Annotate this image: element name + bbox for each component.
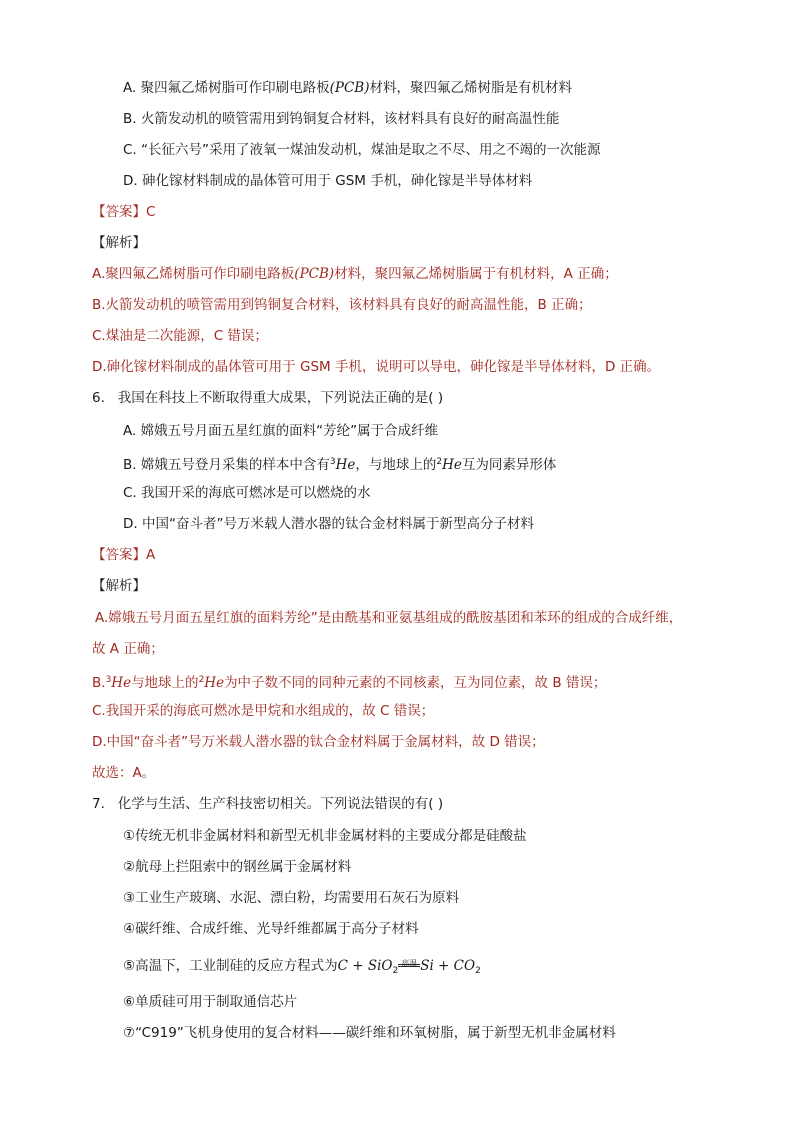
helium-symbol: He [204, 675, 225, 691]
q6-analysis-a2: 故 A 正确； [92, 641, 164, 657]
q7-item-6: ⑥单质硅可用于制取通信芯片 [123, 994, 298, 1010]
question-number: 6. [92, 390, 105, 406]
helium-symbol: He [111, 675, 132, 691]
analysis-b-mid: 与地球上的 [131, 675, 199, 691]
analysis-b: B.火箭发动机的喷管需用到钨铜复合材料，该材料具有良好的耐高温性能，B 正确； [92, 297, 592, 313]
answer-value: A [146, 547, 156, 563]
analysis-c: C.煤油是二次能源，C 错误； [92, 328, 268, 344]
question-number: 7. [92, 796, 105, 812]
helium-symbol: He [442, 457, 462, 473]
mass-number: 3 [329, 457, 336, 467]
answer-label: 【答案】 [92, 204, 146, 220]
q7-item-5-text: ⑤高温下，工业制硅的反应方程式为 [123, 958, 338, 974]
mass-number: 3 [105, 675, 112, 685]
option-a-text-end: 材料，聚四氟乙烯树脂是有机材料 [369, 80, 572, 96]
equation-reactants: C + SiO [337, 958, 393, 974]
q6-option-b-text: B. 嫦娥五号登月采集的样本中含有 [123, 457, 330, 473]
question-stem: 化学与生活、生产科技密切相关。下列说法错误的有( ) [117, 796, 444, 812]
analysis-a [92, 264, 618, 284]
equation-products: Si + CO [420, 958, 476, 974]
q7-item-7: ⑦“C919”飞机身使用的复合材料——碳纤维和环氧树脂，属于新型无机非金属材料 [123, 1025, 616, 1041]
q7-item-5 [123, 954, 481, 981]
question-stem: 我国在科技上不断取得重大成果，下列说法正确的是( ) [117, 390, 444, 406]
subscript: 2 [475, 966, 481, 976]
q6-option-b [123, 452, 556, 475]
analysis-a-text: A.聚四氟乙烯树脂可作印刷电路板 [92, 266, 295, 282]
reaction-condition: 高温 [398, 954, 420, 974]
mass-number: 2 [436, 457, 443, 467]
mass-number: 2 [198, 675, 205, 685]
analysis-label: 【解析】 [92, 235, 146, 251]
q6-option-c: C. 我国开采的海底可燃冰是可以燃烧的水 [123, 485, 371, 501]
answer-line [92, 202, 155, 222]
q7-item-3: ③工业生产玻璃、水泥、漂白粉，均需要用石灰石为原料 [123, 890, 460, 906]
q6-analysis-a1: A.嫦娥五号月面五星红旗的面料芳纶”是由酰基和亚氨基组成的酰胺基团和苯环的组成的合成纤维， [95, 610, 683, 626]
q7-item-4: ④碳纤维、合成纤维、光导纤维都属于高分子材料 [123, 921, 419, 937]
option-b: B. 火箭发动机的喷管需用到钨铜复合材料，该材料具有良好的耐高温性能 [123, 111, 560, 127]
answer-value: C [146, 204, 156, 220]
question-7-stem [92, 794, 443, 814]
option-d: D. 砷化镓材料制成的晶体管可用于 GSM 手机，砷化镓是半导体材料 [123, 173, 533, 189]
q6-analysis-d: D.中国“奋斗者”号万米载人潜水器的钛合金材料属于金属材料，故 D 错误； [92, 734, 545, 750]
answer-label: 【答案】 [92, 547, 146, 563]
q6-analysis-b [92, 670, 606, 693]
q6-option-d: D. 中国“奋斗者”号万米载人潜水器的钛合金材料属于新型高分子材料 [123, 516, 534, 532]
analysis-b-end: 为中子数不同的同种元素的不同核素，互为同位素，故 B 错误； [224, 675, 607, 691]
analysis-d: D.砷化镓材料制成的晶体管可用于 GSM 手机，说明可以导电，砷化镓是半导体材料，D 正确。 [92, 359, 661, 375]
pcb-formula: (PCB) [294, 266, 335, 282]
pcb-formula: (PCB) [329, 80, 370, 96]
q6-option-b-end: 互为同素异形体 [461, 457, 557, 473]
q7-item-1: ①传统无机非金属材料和新型无机非金属材料的主要成分都是硅酸盐 [123, 828, 527, 844]
option-a [123, 78, 572, 98]
q6-conclusion: 故选：A。 [92, 765, 156, 781]
q6-option-a: A. 嫦娥五号月面五星红旗的面料“芳纶”属于合成纤维 [123, 423, 439, 439]
q6-option-b-mid: ，与地球上的 [355, 457, 437, 473]
question-6-stem [92, 388, 443, 408]
analysis-a-text-end: 材料，聚四氟乙烯树脂属于有机材料，A 正确； [334, 266, 618, 282]
helium-symbol: He [335, 457, 356, 473]
q6-analysis-c: C.我国开采的海底可燃冰是甲烷和水组成的，故 C 错误； [92, 703, 435, 719]
q7-item-2: ②航母上拦阻索中的钢丝属于金属材料 [123, 859, 352, 875]
option-c: C. “长征六号”采用了液氧一煤油发动机，煤油是取之不尽、用之不竭的一次能源 [123, 142, 601, 158]
option-a-text: A. 聚四氟乙烯树脂可作印刷电路板 [123, 80, 330, 96]
q6-analysis-label: 【解析】 [92, 578, 146, 594]
q6-answer-line [92, 545, 155, 565]
subscript: 2 [392, 966, 399, 976]
analysis-b-prefix: B. [92, 675, 106, 691]
